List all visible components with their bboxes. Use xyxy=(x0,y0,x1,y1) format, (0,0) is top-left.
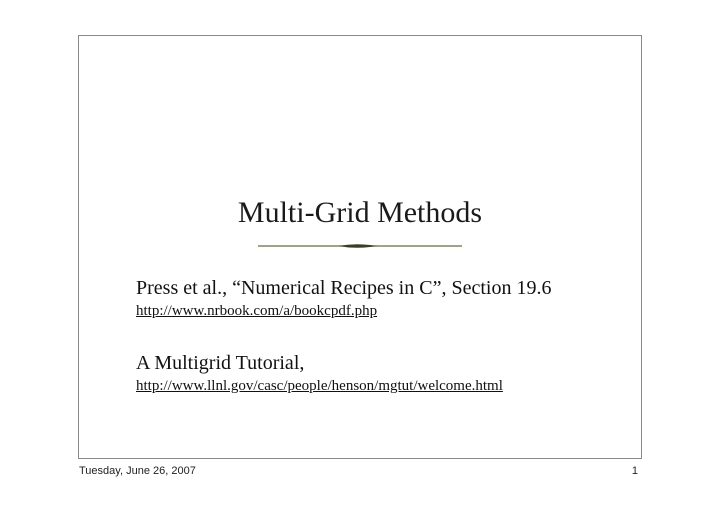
title-divider xyxy=(258,238,462,254)
reference-2-link[interactable]: http://www.llnl.gov/casc/people/henson/mgtut/welcome.html xyxy=(136,378,503,394)
reference-2-title: A Multigrid Tutorial, xyxy=(136,352,305,374)
reference-1-link[interactable]: http://www.nrbook.com/a/bookcpdf.php xyxy=(136,303,378,319)
reference-1-title: Press et al., “Numerical Recipes in C”, Section 19.6 xyxy=(136,277,552,299)
footer-date: Tuesday, June 26, 2007 xyxy=(79,465,196,477)
slide-title: Multi-Grid Methods xyxy=(237,196,483,229)
footer-page-number: 1 xyxy=(631,465,638,477)
